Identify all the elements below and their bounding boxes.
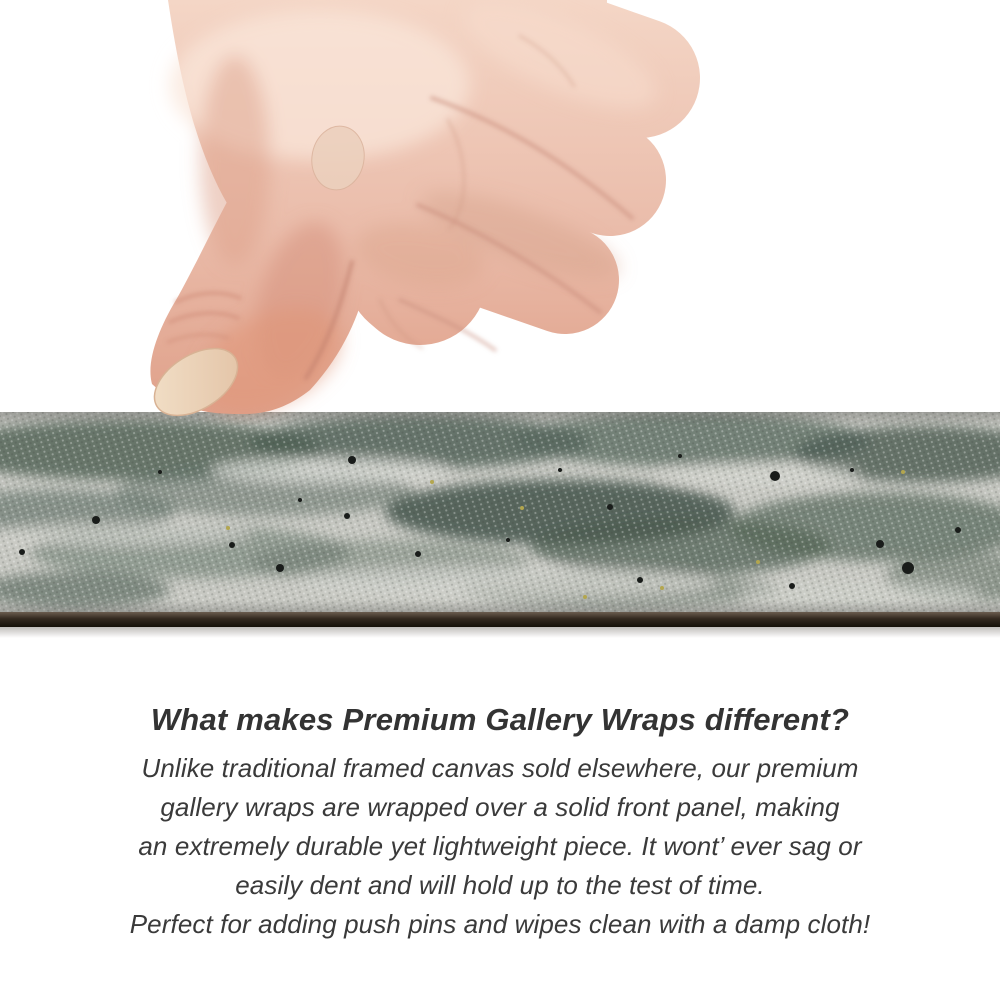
- canvas-texture: [0, 412, 1000, 612]
- board-edge-shadow: [0, 627, 1000, 638]
- canvas-edge-photo: [0, 412, 1000, 640]
- board-edge: [0, 612, 1000, 627]
- body-line-3: an extremely durable yet lightweight piece. It wont’ ever sag or: [138, 831, 862, 861]
- body-line-5: Perfect for adding push pins and wipes clean with a damp cloth!: [129, 909, 871, 939]
- marketing-copy: [0, 698, 1000, 944]
- body-line-2: gallery wraps are wrapped over a solid front panel, making: [160, 792, 840, 822]
- weave-texture: [0, 412, 1000, 612]
- body-line-4: easily dent and will hold up to the test of time.: [235, 870, 765, 900]
- strip-bottom-shade: [0, 600, 1000, 612]
- body-line-1: Unlike traditional framed canvas sold elsewhere, our premium: [141, 753, 859, 783]
- hand-photo: [0, 0, 1000, 425]
- headline: What makes Premium Gallery Wraps different?: [150, 702, 850, 737]
